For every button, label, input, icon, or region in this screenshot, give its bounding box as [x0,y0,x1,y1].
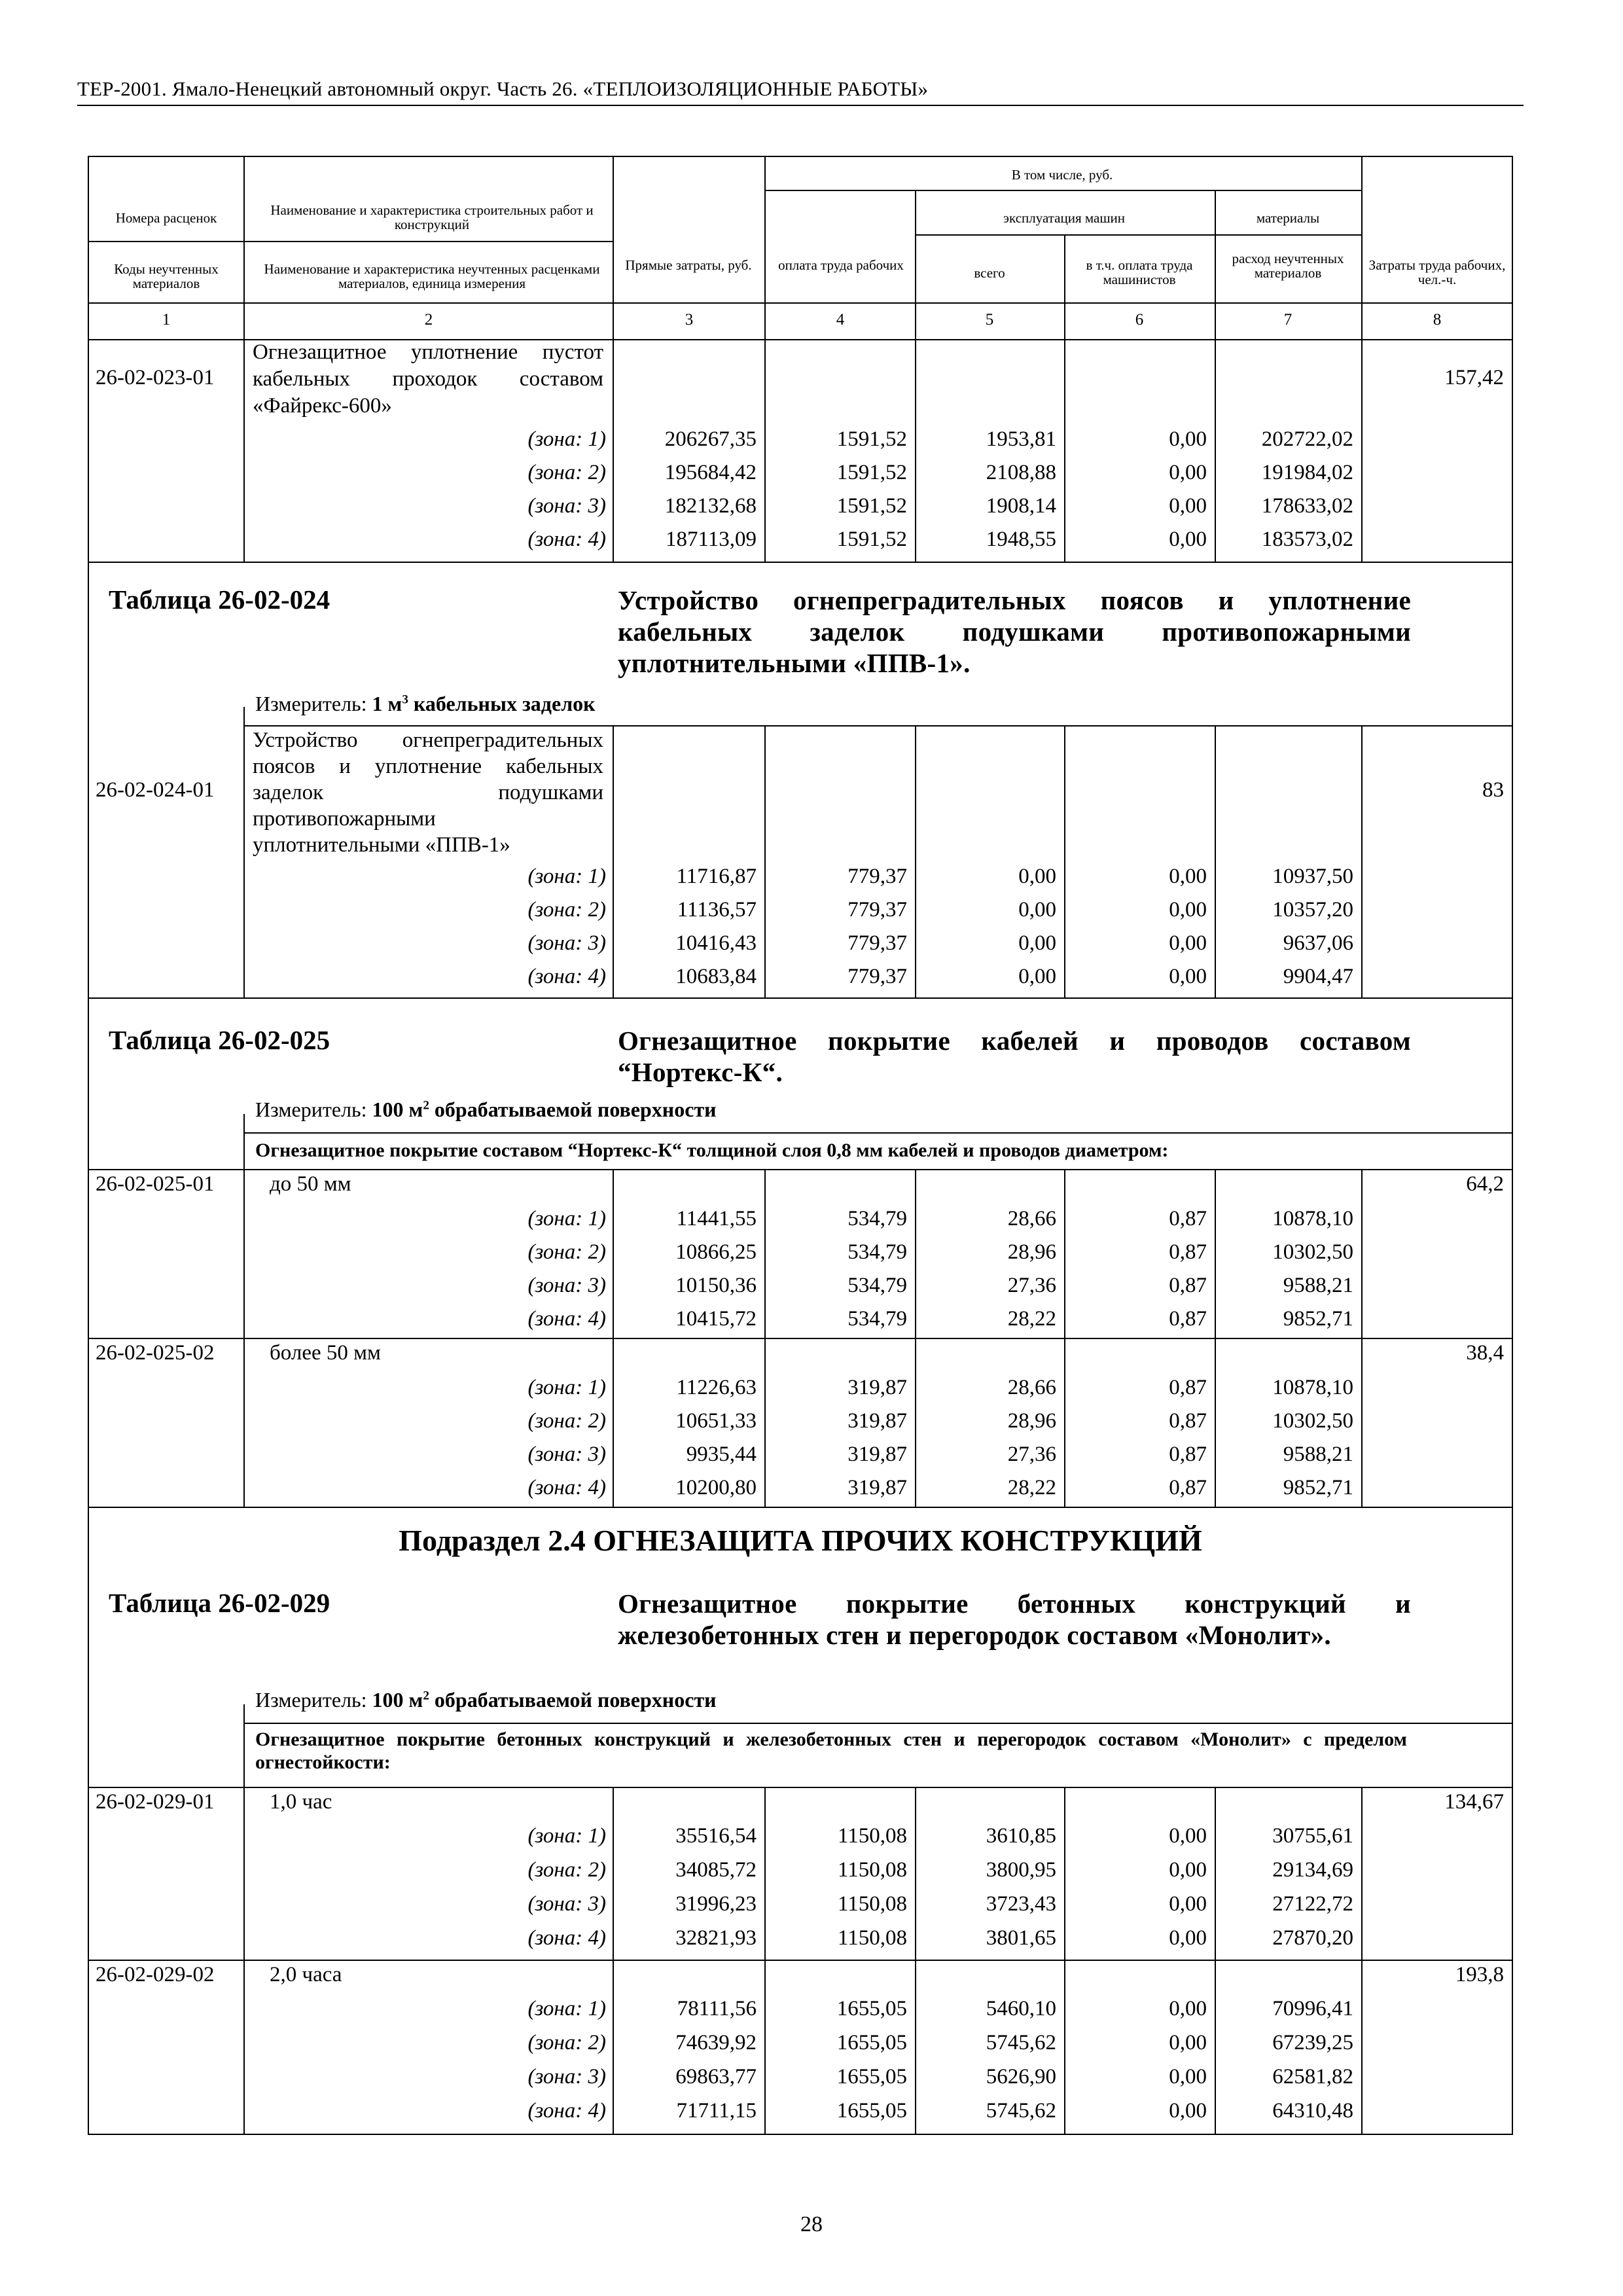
measurement-unit [255,691,596,716]
machines-total-value: 27,36 [1007,1443,1056,1466]
direct-cost-value: 74639,92 [675,2031,757,2054]
header-col7: расход неучтенных материалов [1232,251,1344,281]
direct-cost-value: 78111,56 [677,1997,757,2020]
header-col6: в т.ч. оплата труда машинистов [1086,257,1193,287]
direct-cost-value: 10150,36 [675,1274,757,1297]
zone-label: (зона: 1) [527,1376,606,1399]
worker-pay-value: 534,79 [847,1274,907,1297]
header-rule-incl [766,190,1361,191]
zone-label: (зона: 3) [527,1443,606,1466]
direct-cost-value: 32821,93 [675,1926,757,1950]
segment-rule [243,725,1513,726]
col-line [1064,725,1065,997]
zone-label: (зона: 1) [527,427,606,451]
labor-cost: 64,2 [1466,1172,1504,1196]
header-rule-bottom [88,302,1513,304]
materials-value: 10302,50 [1272,1240,1353,1264]
zone-label: (зона: 4) [527,1476,606,1499]
machinist-pay-value: 0,87 [1169,1443,1207,1466]
worker-pay-value: 1655,05 [836,2099,907,2123]
machines-total-value: 2108,88 [986,461,1056,484]
worker-pay-value: 534,79 [847,1207,907,1230]
machines-total-value: 3801,65 [986,1926,1056,1950]
materials-value: 202722,02 [1261,427,1353,451]
col-number: 1 [162,311,171,329]
machines-total-value: 3723,43 [986,1892,1056,1916]
machinist-pay-value: 0,00 [1169,1997,1207,2020]
zone-label: (зона: 3) [527,2065,606,2089]
header-col4: оплата труда рабочих [778,257,904,273]
table-title-number: Таблица 26-02-025 [109,1025,330,1055]
zone-label: (зона: 1) [527,1207,606,1230]
machinist-pay-value: 0,87 [1169,1240,1207,1264]
materials-value: 10357,20 [1272,898,1353,922]
machines-total-value: 5460,10 [986,1997,1056,2020]
col-number: 6 [1135,311,1144,329]
table-title: Огнезащитное покрытие кабелей и проводов составом “Нортекс-К“. [618,1026,1411,1087]
measurement-exponent: 2 [423,1098,429,1113]
direct-cost-value: 71711,15 [676,2099,757,2123]
table-title: Устройство огнепреградительных поясов и уплотнение кабельных заделок подушками противопожарными уплотнительными «ППВ-1». [618,585,1411,678]
worker-pay-value: 1150,08 [837,1858,907,1882]
header-rule-sub [915,234,1361,236]
segment-rule [88,562,1513,563]
rate-code: 26-02-025-01 [96,1172,215,1196]
worker-pay-value: 779,37 [847,931,907,955]
direct-cost-value: 11136,57 [677,898,757,922]
segment-rule [243,1723,1513,1724]
measurement-value: 100 м [372,1098,423,1121]
machines-total-value: 27,36 [1007,1274,1056,1297]
direct-cost-value: 34085,72 [675,1858,757,1882]
machines-total-value: 28,66 [1007,1207,1056,1230]
zone-label: (зона: 3) [527,494,606,518]
zone-label: (зона: 1) [527,1824,606,1848]
header-col2-top: Наименование и характеристика строительных работ и конструкций [270,202,594,232]
col-line [1361,725,1363,997]
col-line [613,725,614,997]
direct-cost-value: 187113,09 [665,528,757,551]
direct-cost-value: 182132,68 [664,494,757,518]
materials-value: 29134,69 [1272,1858,1353,1882]
machines-total-value: 5745,62 [986,2031,1056,2054]
rate-code: 26-02-024-01 [96,778,215,802]
worker-pay-value: 1150,08 [837,1824,907,1848]
work-description: более 50 мм [270,1341,381,1365]
measurement-value: 100 м [372,1688,423,1712]
machinist-pay-value: 0,00 [1169,1858,1207,1882]
machinist-pay-value: 0,00 [1169,865,1207,888]
worker-pay-value: 1150,08 [837,1892,907,1916]
table-title-number: Таблица 26-02-024 [109,584,330,615]
materials-value: 183573,02 [1261,528,1353,551]
segment-rule [88,997,1513,999]
machines-total-value: 1948,55 [986,528,1056,551]
labor-cost: 193,8 [1455,1963,1504,1986]
machinist-pay-value: 0,87 [1169,1476,1207,1499]
machines-total-value: 0,00 [1018,898,1056,922]
header-group-materials: материалы [1256,210,1320,226]
col-number: 8 [1433,311,1442,329]
measurement-rest: обрабатываемой поверхности [429,1688,717,1712]
machines-total-value: 0,00 [1018,965,1056,988]
measurement-exponent: 3 [402,692,408,707]
col-number: 3 [685,311,694,329]
machinist-pay-value: 0,87 [1169,1376,1207,1399]
col-line [1361,1787,1363,2135]
worker-pay-value: 319,87 [847,1476,907,1499]
measurement-rest: кабельных заделок [408,692,596,715]
labor-cost: 83 [1482,778,1504,802]
worker-pay-value: 1591,52 [836,461,907,484]
group-heading: Огнезащитное покрытие составом “Нортекс-К“ толщиной слоя 0,8 мм кабелей и проводов диаметром: [255,1139,1169,1161]
materials-value: 9852,71 [1283,1476,1353,1499]
measurement-unit [255,1687,717,1712]
materials-value: 9637,06 [1283,931,1353,955]
col-line [243,1114,245,1507]
machines-total-value: 0,00 [1018,865,1056,888]
header-rule-mid [88,241,613,242]
machines-total-value: 1953,81 [986,427,1056,451]
worker-pay-value: 1591,52 [836,494,907,518]
col-line [1064,1787,1065,2135]
worker-pay-value: 319,87 [847,1409,907,1433]
machinist-pay-value: 0,00 [1169,965,1207,988]
materials-value: 70996,41 [1272,1997,1353,2020]
machines-total-value: 5626,90 [986,2065,1056,2089]
zone-label: (зона: 1) [527,1997,606,2020]
machinist-pay-value: 0,87 [1169,1409,1207,1433]
col-line [243,1704,245,2135]
col-line [613,1787,614,2135]
labor-cost: 38,4 [1466,1341,1504,1365]
col-number: 2 [424,311,433,329]
measurement-value: 1 м [372,692,402,715]
table-title: Огнезащитное покрытие бетонных конструкций и железобетонных стен и перегородок составом «Монолит». [618,1588,1411,1650]
col-line [243,707,245,838]
col-line [764,1787,766,2135]
materials-value: 178633,02 [1261,494,1353,518]
zone-label: (зона: 3) [527,1274,606,1297]
machines-total-value: 3610,85 [986,1824,1056,1848]
machines-total-value: 28,96 [1007,1240,1056,1264]
page-number: 28 [800,2212,823,2236]
machinist-pay-value: 0,00 [1169,427,1207,451]
zone-label: (зона: 3) [527,1892,606,1916]
worker-pay-value: 319,87 [847,1443,907,1466]
direct-cost-value: 31996,23 [675,1892,757,1916]
work-description: Огнезащитное уплотнение пустот кабельных проходок составом «Файрекс-600» [253,340,603,418]
materials-value: 10937,50 [1272,865,1353,888]
materials-value: 191984,02 [1261,461,1353,484]
worker-pay-value: 779,37 [847,898,907,922]
col-line [613,156,614,562]
worker-pay-value: 1591,52 [836,528,907,551]
col-line [1064,234,1065,562]
zone-label: (зона: 3) [527,931,606,955]
worker-pay-value: 1591,52 [836,427,907,451]
header-group-machines: эксплуатация машин [1003,210,1125,226]
header-col3: Прямые затраты, руб. [625,257,752,273]
col-line [764,725,766,997]
direct-cost-value: 11441,55 [676,1207,757,1230]
direct-cost-value: 195684,42 [664,461,757,484]
direct-cost-value: 35516,54 [675,1824,757,1848]
worker-pay-value: 1655,05 [836,2031,907,2054]
header-col1-top: Номера расценок [115,210,217,226]
machinist-pay-value: 0,00 [1169,2065,1207,2089]
machinist-pay-value: 0,87 [1169,1307,1207,1331]
machines-total-value: 1908,14 [986,494,1056,518]
zone-label: (зона: 4) [527,528,606,551]
direct-cost-value: 10415,72 [675,1307,757,1331]
zone-label: (зона: 4) [527,965,606,988]
header-col8: Затраты труда рабочих, чел.-ч. [1368,257,1506,287]
col-line [764,156,766,562]
labor-cost: 134,67 [1444,1790,1504,1814]
zone-label: (зона: 2) [527,2031,606,2054]
rate-code: 26-02-023-01 [96,366,215,389]
col-line [915,190,916,562]
machinist-pay-value: 0,00 [1169,2031,1207,2054]
measurement-prefix: Измеритель: [255,1098,372,1121]
machines-total-value: 28,22 [1007,1307,1056,1331]
machinist-pay-value: 0,00 [1169,461,1207,484]
group-heading: Огнезащитное покрытие бетонных конструкций и железобетонных стен и перегородок составом «Монолит» с пределом огнестойкости: [255,1729,1407,1773]
running-header: ТЕР-2001. Ямало-Ненецкий автономный округ. Часть 26. «ТЕПЛОИЗОЛЯЦИОННЫЕ РАБОТЫ» [77,77,929,100]
materials-value: 10878,10 [1272,1376,1353,1399]
zone-label: (зона: 2) [527,461,606,484]
machines-total-value: 28,22 [1007,1476,1056,1499]
materials-value: 9588,21 [1283,1443,1353,1466]
zone-label: (зона: 1) [527,865,606,888]
col-line [243,156,245,562]
worker-pay-value: 779,37 [847,965,907,988]
worker-pay-value: 534,79 [847,1240,907,1264]
worker-pay-value: 534,79 [847,1307,907,1331]
materials-value: 67239,25 [1272,2031,1353,2054]
rate-code: 26-02-025-02 [96,1341,215,1365]
direct-cost-value: 206267,35 [664,427,757,451]
col-line [915,1787,916,2135]
worker-pay-value: 1150,08 [837,1926,907,1950]
materials-value: 30755,61 [1272,1824,1353,1848]
col-line [915,725,916,997]
measurement-prefix: Измеритель: [255,1688,372,1712]
direct-cost-value: 10200,80 [675,1476,757,1499]
materials-value: 27870,20 [1272,1926,1353,1950]
header-col2-bottom: Наименование и характеристика неучтенных расценками материалов, единица измерения [264,261,600,291]
machinist-pay-value: 0,00 [1169,1926,1207,1950]
header-col5: всего [974,265,1005,281]
work-description: Устройство огнепреградительных поясов и уплотнение кабельных заделок подушками противопожарными уплотнительными «ППВ-1» [253,728,603,857]
worker-pay-value: 319,87 [847,1376,907,1399]
worker-pay-value: 779,37 [847,865,907,888]
machines-total-value: 0,00 [1018,931,1056,955]
measurement-prefix: Измеритель: [255,692,372,715]
materials-value: 10302,50 [1272,1409,1353,1433]
worker-pay-value: 1655,05 [836,2065,907,2089]
header-col1-bottom: Коды неучтенных материалов [114,261,219,291]
measurement-rest: обрабатываемой поверхности [429,1098,717,1121]
zone-label: (зона: 4) [527,1926,606,1950]
machines-total-value: 28,96 [1007,1409,1056,1433]
direct-cost-value: 11226,63 [676,1376,757,1399]
direct-cost-value: 10866,25 [675,1240,757,1264]
machinist-pay-value: 0,00 [1169,494,1207,518]
work-description: 1,0 час [270,1790,332,1814]
subsection-title: Подраздел 2.4 ОГНЕЗАЩИТА ПРОЧИХ КОНСТРУКЦИЙ [399,1524,1202,1557]
direct-cost-value: 10651,33 [675,1409,757,1433]
worker-pay-value: 1655,05 [836,1997,907,2020]
direct-cost-value: 10683,84 [675,965,757,988]
measurement-exponent: 2 [423,1689,429,1703]
machinist-pay-value: 0,00 [1169,1892,1207,1916]
materials-value: 62581,82 [1272,2065,1353,2089]
segment-rule [88,1507,1513,1508]
materials-value: 9588,21 [1283,1274,1353,1297]
col-number: 4 [836,311,845,329]
zone-label: (зона: 4) [527,2099,606,2123]
table-title-number: Таблица 26-02-029 [109,1588,330,1618]
header-rule [77,105,1524,106]
materials-value: 9904,47 [1283,965,1353,988]
rate-code: 26-02-029-02 [96,1963,215,1986]
col-line [1361,156,1363,562]
measurement-unit [255,1097,717,1122]
zone-label: (зона: 4) [527,1307,606,1331]
zone-label: (зона: 2) [527,1409,606,1433]
segment-rule [243,1132,1513,1134]
materials-value: 10878,10 [1272,1207,1353,1230]
machines-total-value: 3800,95 [986,1858,1056,1882]
machinist-pay-value: 0,87 [1169,1274,1207,1297]
header-group-included: В том числе, руб. [1011,167,1113,183]
machinist-pay-value: 0,00 [1169,931,1207,955]
work-description: 2,0 часа [270,1963,342,1986]
machines-total-value: 28,66 [1007,1376,1056,1399]
direct-cost-value: 69863,77 [675,2065,757,2089]
zone-label: (зона: 2) [527,898,606,922]
materials-value: 64310,48 [1272,2099,1353,2123]
direct-cost-value: 11716,87 [676,865,757,888]
machinist-pay-value: 0,00 [1169,1824,1207,1848]
work-description: до 50 мм [270,1172,351,1196]
materials-value: 9852,71 [1283,1307,1353,1331]
machines-total-value: 5745,62 [986,2099,1056,2123]
direct-cost-value: 9935,44 [686,1443,757,1466]
labor-cost: 157,42 [1444,366,1504,389]
col-line [243,838,245,997]
machinist-pay-value: 0,87 [1169,1207,1207,1230]
rate-code: 26-02-029-01 [96,1790,215,1814]
zone-label: (зона: 2) [527,1240,606,1264]
zone-label: (зона: 2) [527,1858,606,1882]
materials-value: 27122,72 [1272,1892,1353,1916]
col-number: 5 [985,311,994,329]
col-number: 7 [1283,311,1293,329]
machinist-pay-value: 0,00 [1169,528,1207,551]
machinist-pay-value: 0,00 [1169,2099,1207,2123]
machinist-pay-value: 0,00 [1169,898,1207,922]
direct-cost-value: 10416,43 [675,931,757,955]
